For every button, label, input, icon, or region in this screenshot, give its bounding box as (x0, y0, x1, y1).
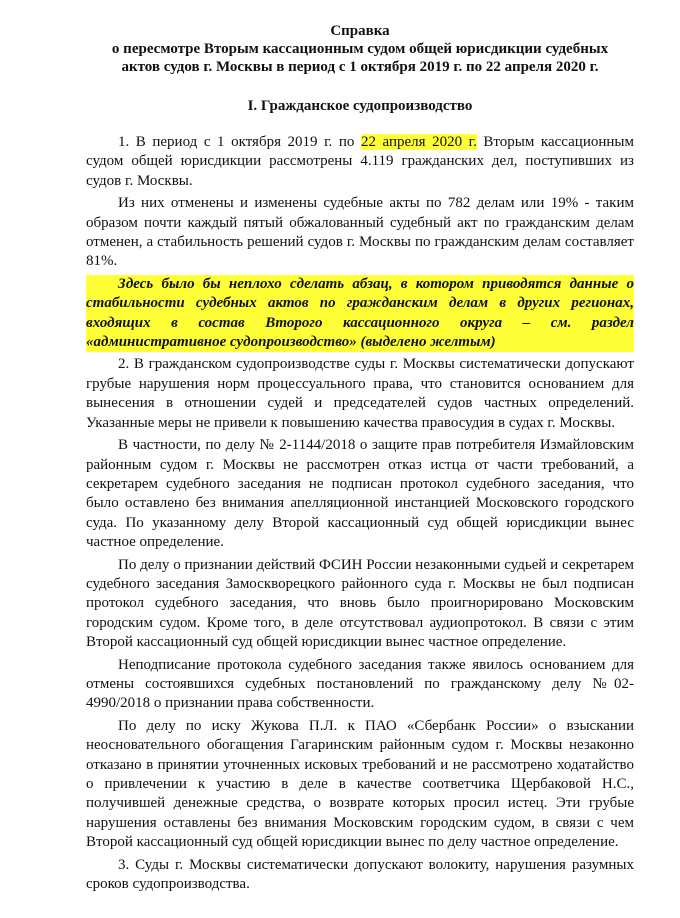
title-line-2: о пересмотре Вторым кассационным судом общей юрисдикции судебных (111, 41, 609, 57)
paragraph-3: 2. В гражданском судопроизводстве суды г. Москвы систематически допускают грубые нарушения норм процессуального права, что становится основанием для вынесения в отношении судей и председателей судов частных определений. Указанные меры не привели к повышению качества правосудия в судах г. Москвы. (86, 356, 634, 431)
highlighted-note: Здесь было бы неплохо сделать абзац, в котором приводятся данные о стабильности судебных актов по гражданским делам в других регионах, входящих в состав Второго кассационного округа – см. раздел «административное судопроизводство» (выделено желтым) (86, 275, 634, 353)
paragraph-4: В частности, по делу № 2-1144/2018 о защите прав потребителя Измайловским районным судом г. Москвы не рассмотрен отказ истца от части требований, а секретарем судебного заседания не подписан протокол судебного заседания, что было оставлено без внимания апелляционной инстанцией Московского городского суда. По указанному делу Второй кассационный суд общей юрисдикции вынес частное определение. (86, 437, 634, 551)
paragraph-7: По делу по иску Жукова П.Л. к ПАО «Сбербанк России» о взыскании неосновательного обогащения Гагаринским районным судом г. Москвы незаконно отказано в принятии уточненных исковых требований и не рассмотрено ходатайство о привлечении к участию в деле в качестве соответчика Щербаковой Н.С., получившей денежные средства, о возврате которых просил истец. Эти грубые нарушения оставлены без внимания Московским городским судом, в связи с чем Второй кассационный суд общей юрисдикции вынес по делу частное определение. (86, 717, 634, 851)
paragraph-8: 3. Суды г. Москвы систематически допускают волокиту, нарушения разумных сроков судопроизводства. (86, 856, 634, 893)
paragraph-1-end: Вторым кассационным судом общей юрисдикции рассмотрены 4.119 гражданских дел, поступивших из судов г. Москвы. (86, 134, 634, 189)
paragraph-1 (86, 133, 634, 191)
paragraph-1-start: 1. В период с 1 октября 2019 г. по (118, 134, 361, 150)
section-heading: I. Гражданское судопроизводство (247, 98, 473, 114)
paragraph-2: Из них отменены и изменены судебные акты по 782 делам или 19% - таким образом почти каждый пятый обжалованный судебный акт по гражданским делам отменен, а стабильность решений судов г. Москвы по гражданским делам составляет 81%. (86, 195, 634, 270)
highlighted-date: 22 апреля 2020 г. (360, 134, 477, 150)
document-title (86, 22, 634, 76)
title-line-1: Справка (330, 23, 390, 39)
paragraph-5: По делу о признании действий ФСИН России незаконными судьей и секретарем судебного заседания Замоскворецкого районного суда г. Москвы не был подписан протокол судебного заседания, что вновь было проигнорировано Московским городским судом. Кроме того, в деле отсутствовал аудиопротокол. В связи с этим Второй кассационный суд общей юрисдикции вынес частное определение. (86, 556, 634, 651)
title-line-3: актов судов г. Москвы в период с 1 октября 2019 г. по 22 апреля 2020 г. (121, 59, 599, 75)
paragraph-6: Неподписание протокола судебного заседания также явилось основанием для отмены состоявшихся судебных постановлений по гражданскому делу №02-4990/2018 о признании права собственности. (86, 656, 634, 712)
